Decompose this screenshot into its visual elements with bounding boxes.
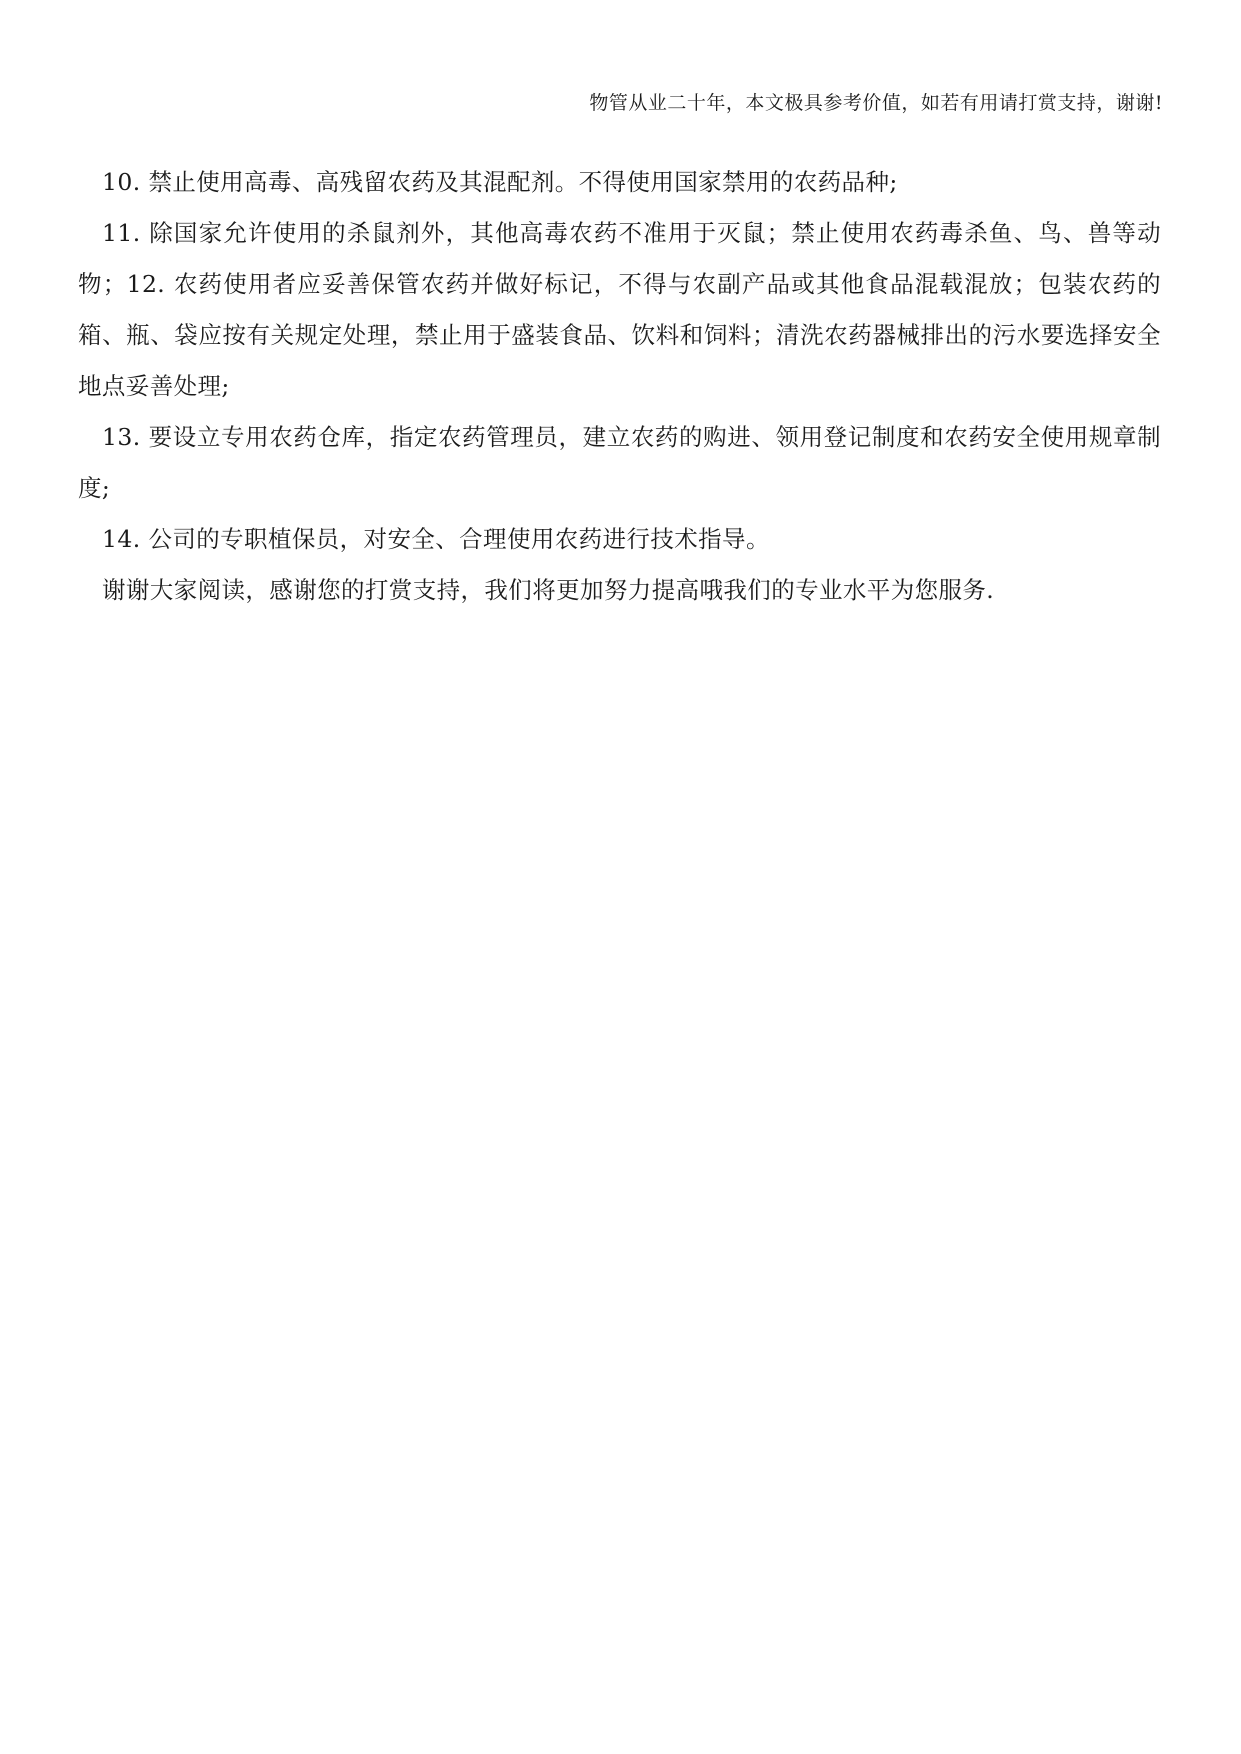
header-note: 物管从业二十年，本文极具参考价值，如若有用请打赏支持，谢谢! bbox=[589, 92, 1163, 114]
closing-paragraph: 谢谢大家阅读，感谢您的打赏支持，我们将更加努力提高哦我们的专业水平为您服务. bbox=[102, 576, 995, 604]
paragraph-item-10: 10. 禁止使用高毒、高残留农药及其混配剂。不得使用国家禁用的农药品种; bbox=[102, 168, 898, 196]
paragraph-item-13: 13. 要设立专用农药仓库，指定农药管理员，建立农药的购进、领用登记制度和农药安全使用规章制度; bbox=[78, 423, 1161, 502]
paragraph-item-14: 14. 公司的专职植保员，对安全、合理使用农药进行技术指导。 bbox=[102, 525, 770, 553]
document-body bbox=[78, 157, 1161, 616]
paragraph-item-11-12: 11. 除国家允许使用的杀鼠剂外，其他高毒农药不准用于灭鼠；禁止使用农药毒杀鱼、鸟、兽等动物；12. 农药使用者应妥善保管农药并做好标记，不得与农副产品或其他食品混载混放；包装农药的箱、瓶、袋应按有关规定处理，禁止用于盛装食品、饮料和饲料；清洗农药器械排出的污水要选择安全地点妥善处理; bbox=[78, 219, 1161, 400]
